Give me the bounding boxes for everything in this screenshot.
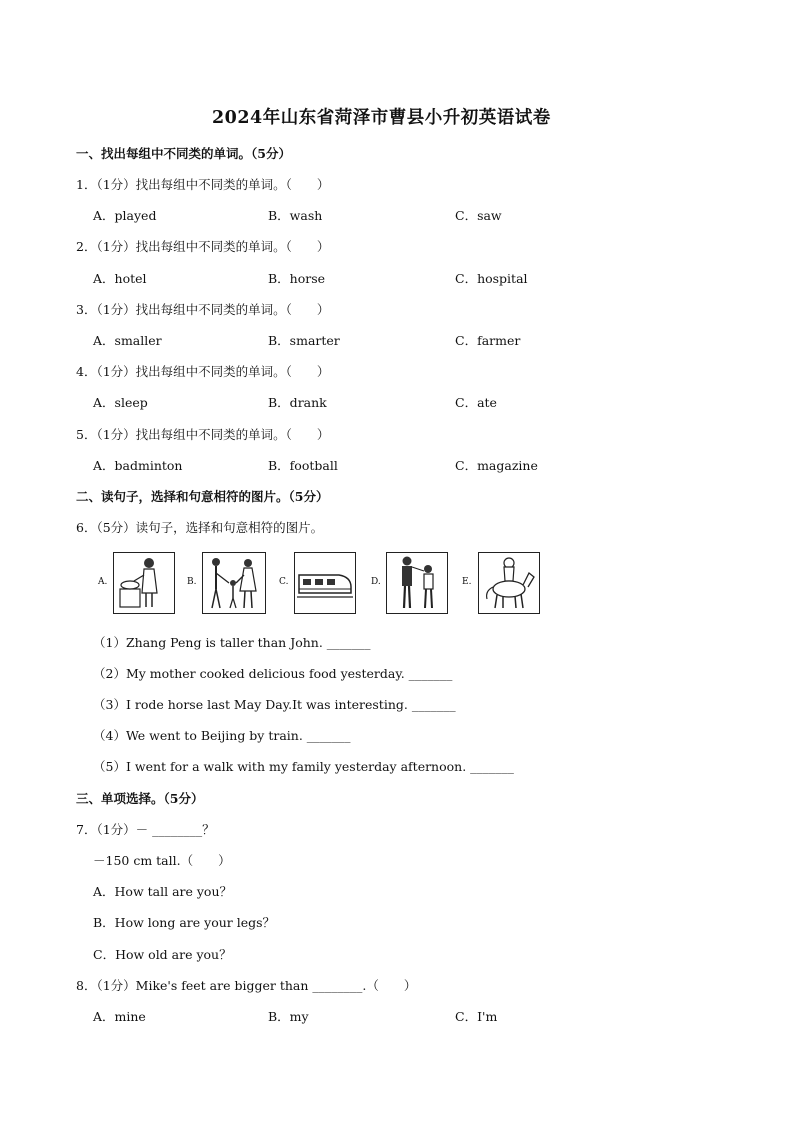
question-stem-7: 7．（1分）－ ________？: [76, 822, 215, 837]
option-4a[interactable]: A．sleep: [93, 395, 148, 410]
option-7a[interactable]: A．How tall are you？: [93, 884, 233, 899]
option-5b[interactable]: B．football: [268, 458, 338, 473]
option-3c[interactable]: C．farmer: [455, 333, 521, 348]
picture-label-d: D.: [371, 577, 381, 587]
picture-d-two-boys: [386, 552, 448, 614]
option-1b[interactable]: B．wash: [268, 208, 323, 223]
picture-label-c: C.: [279, 577, 289, 587]
option-2b[interactable]: B．horse: [268, 271, 326, 286]
option-7c[interactable]: C．How old are you？: [93, 947, 232, 962]
section-heading-2: 二、读句子，选择和句意相符的图片。（5分）: [76, 489, 329, 504]
picture-label-b: B.: [187, 577, 197, 587]
sentence-3: （3）I rode horse last May Day.It was interesting. _______: [93, 697, 456, 712]
option-3a[interactable]: A．smaller: [93, 333, 162, 348]
question-stem-5: 5．（1分）找出每组中不同类的单词。（ ）: [76, 427, 330, 442]
picture-c-train: [294, 552, 356, 614]
sentence-1: （1）Zhang Peng is taller than John. _______: [93, 635, 371, 650]
answer-line-7: －150 cm tall.（ ）: [93, 853, 231, 868]
picture-b-family-walk: [202, 552, 266, 614]
option-8c[interactable]: C．I'm: [455, 1009, 498, 1024]
option-1a[interactable]: A．played: [93, 208, 157, 223]
option-5c[interactable]: C．magazine: [455, 458, 538, 473]
question-stem-6: 6．（5分）读句子，选择和句意相符的图片。: [76, 520, 324, 535]
section-heading-3: 三、单项选择。（5分）: [76, 791, 204, 806]
option-1c[interactable]: C．saw: [455, 208, 502, 223]
option-8a[interactable]: A．mine: [93, 1009, 146, 1024]
option-4b[interactable]: B．drank: [268, 395, 327, 410]
option-8b[interactable]: B．my: [268, 1009, 309, 1024]
sentence-4: （4）We went to Beijing by train. _______: [93, 728, 351, 743]
picture-e-horse-riding: [478, 552, 540, 614]
section-heading-1: 一、找出每组中不同类的单词。（5分）: [76, 146, 291, 161]
option-7b[interactable]: B．How long are your legs？: [93, 915, 276, 930]
option-5a[interactable]: A．badminton: [93, 458, 183, 473]
question-stem-8: 8．（1分）Mike's feet are bigger than ________.（ ）: [76, 978, 417, 993]
question-stem-2: 2．（1分）找出每组中不同类的单词。（ ）: [76, 239, 330, 254]
option-3b[interactable]: B．smarter: [268, 333, 340, 348]
picture-a-cooking: [113, 552, 175, 614]
question-stem-3: 3．（1分）找出每组中不同类的单词。（ ）: [76, 302, 330, 317]
sentence-2: （2）My mother cooked delicious food yesterday. _______: [93, 666, 453, 681]
question-stem-1: 1．（1分）找出每组中不同类的单词。（ ）: [76, 177, 330, 192]
question-stem-4: 4．（1分）找出每组中不同类的单词。（ ）: [76, 364, 330, 379]
picture-label-a: A.: [98, 577, 108, 587]
option-2c[interactable]: C．hospital: [455, 271, 528, 286]
option-2a[interactable]: A．hotel: [93, 271, 147, 286]
option-4c[interactable]: C．ate: [455, 395, 497, 410]
picture-label-e: E.: [462, 577, 472, 587]
sentence-5: （5）I went for a walk with my family yesterday afternoon. _______: [93, 759, 514, 774]
page-title: 2024年山东省菏泽市曹县小升初英语试卷: [212, 108, 551, 128]
